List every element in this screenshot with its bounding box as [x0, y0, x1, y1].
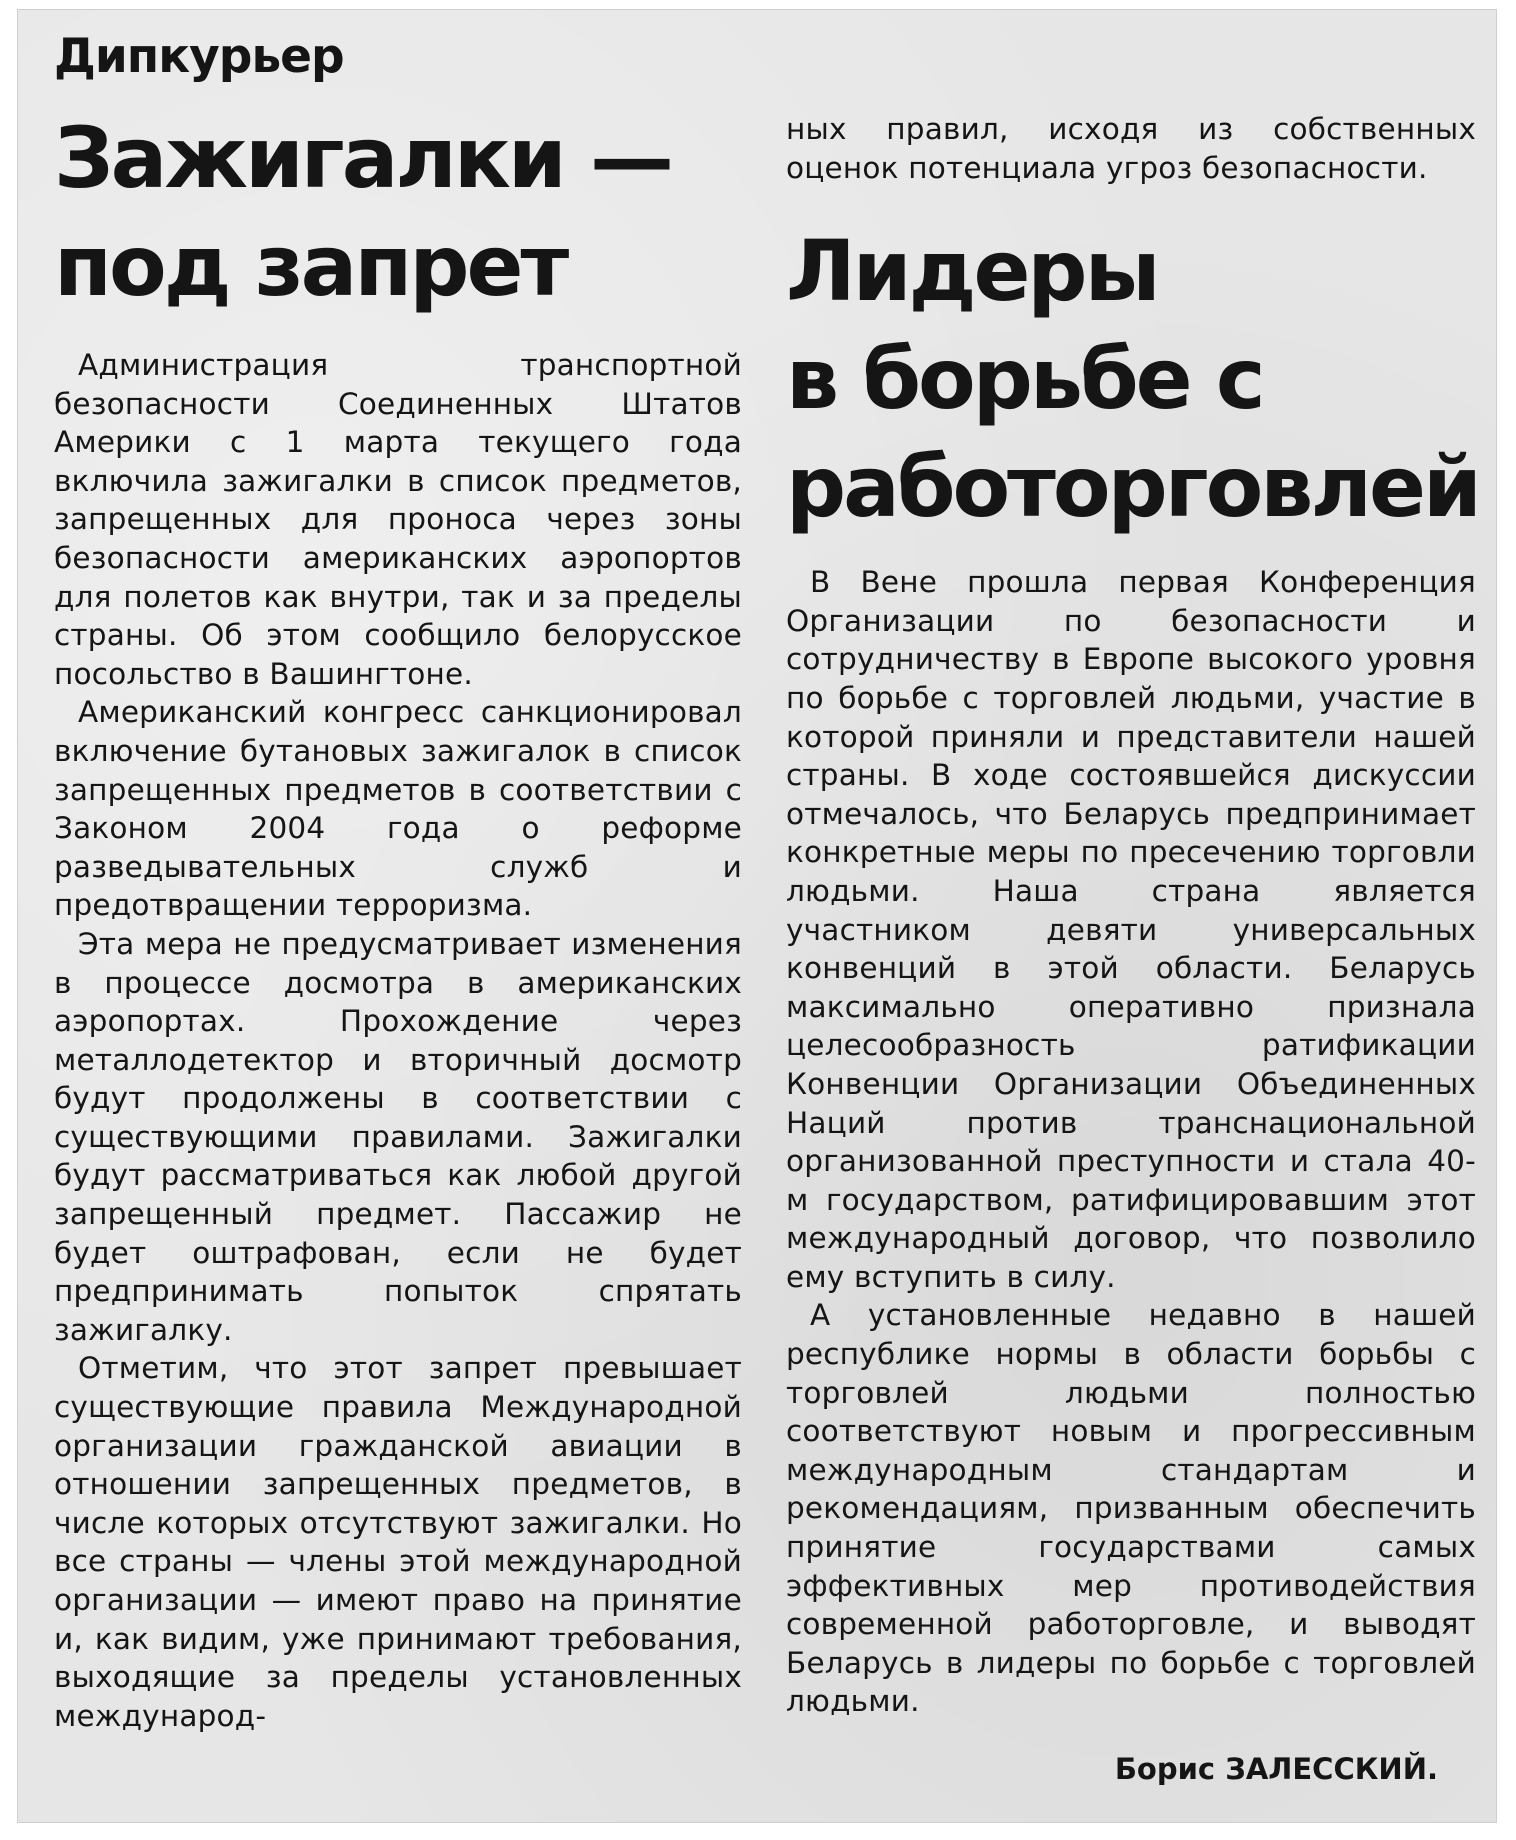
left-column — [54, 22, 742, 1735]
article1-continuation — [786, 110, 1476, 187]
article1-headline-line2: под запрет — [54, 217, 567, 315]
article2-paragraph-1: В Вене прошла первая Конференция Организации по безопасности и сотрудничеству в Европе высокого уровня по борьбе с торговлей людьми, участие в которой приняли и представители нашей страны. В ходе состоявшейся дискуссии отмечалось, что Беларусь предпринимает конкретные меры по пресечению торговли людьми. Наша страна является участником девяти универсальных конвенций в этой области. Беларусь максимально оперативно признала целесообразность ратификации Конвенции Организации Объединенных Наций против транснациональной организованной преступности и стала 40-м государством, ратифицировавшим этот международный договор, что позволило ему вступить в силу. — [786, 565, 1476, 1294]
article2-headline — [786, 217, 1479, 541]
article1-paragraph-4-continued: ных правил, исходя из собственных оценок потенциала угроз безопасности. — [786, 112, 1476, 185]
newspaper-clipping — [18, 10, 1496, 1822]
article2-headline-line1: Лидеры — [786, 222, 1158, 321]
article1-headline — [54, 104, 742, 320]
article1-paragraph-4: Отметим, что этот запрет превышает существующие правила Международной организации гражданской авиации в отношении запрещенных предметов, в числе которых отсутствуют зажигалки. Но все страны — члены этой международной организации — имеют право на принятие и, как видим, уже принимают требования, выходящие за пределы установленных международ- — [54, 1351, 742, 1733]
article2-headline-line2: в борьбе с — [786, 330, 1263, 429]
article2-paragraph-2: А установленные недавно в нашей республике нормы в области борьбы с торговлей людьми полностью соответствуют новым и прогрессивным международным стандартам и рекомендациям, призванным обеспечить принятие государствами самых эффективных мер противодействия современной работорговле, и выводят Беларусь в лидеры по борьбе с торговлей людьми. — [786, 1298, 1476, 1719]
article1-headline-line1: Зажигалки — — [54, 109, 672, 207]
article1-body — [54, 346, 742, 1735]
right-column — [786, 110, 1479, 1721]
article2-headline-line3: работорговлей — [786, 438, 1479, 537]
article1-paragraph-2: Американский конгресс санкционировал включение бутановых зажигалок в список запрещенных предметов в соответствии с Законом 2004 года о реформе разведывательных служб и предотвращении терроризма. — [54, 695, 742, 923]
article1-paragraph-1: Администрация транспортной безопасности Соединенных Штатов Америки с 1 марта текущего года включила зажигалки в список предметов, запрещенных для проноса через зоны безопасности американских аэропортов для полетов как внутри, так и за пределы страны. Об этом сообщило белорусское посольство в Вашингтоне. — [54, 348, 742, 691]
article1-paragraph-3: Эта мера не предусматривает изменения в процессе досмотра в американских аэропортах. Прохождение через металлодетектор и вторичный досмотр будут продолжены в соответствии с существующими правилами. Зажигалки будут рассматриваться как любой другой запрещенный предмет. Пассажир не будет оштрафован, если не будет предпринимать попыток спрятать зажигалку. — [54, 926, 742, 1347]
article2-body — [786, 563, 1476, 1721]
rubric-title: Дипкурьер — [54, 29, 344, 84]
author-byline: Борис ЗАЛЕССКИЙ. — [1114, 1752, 1438, 1786]
